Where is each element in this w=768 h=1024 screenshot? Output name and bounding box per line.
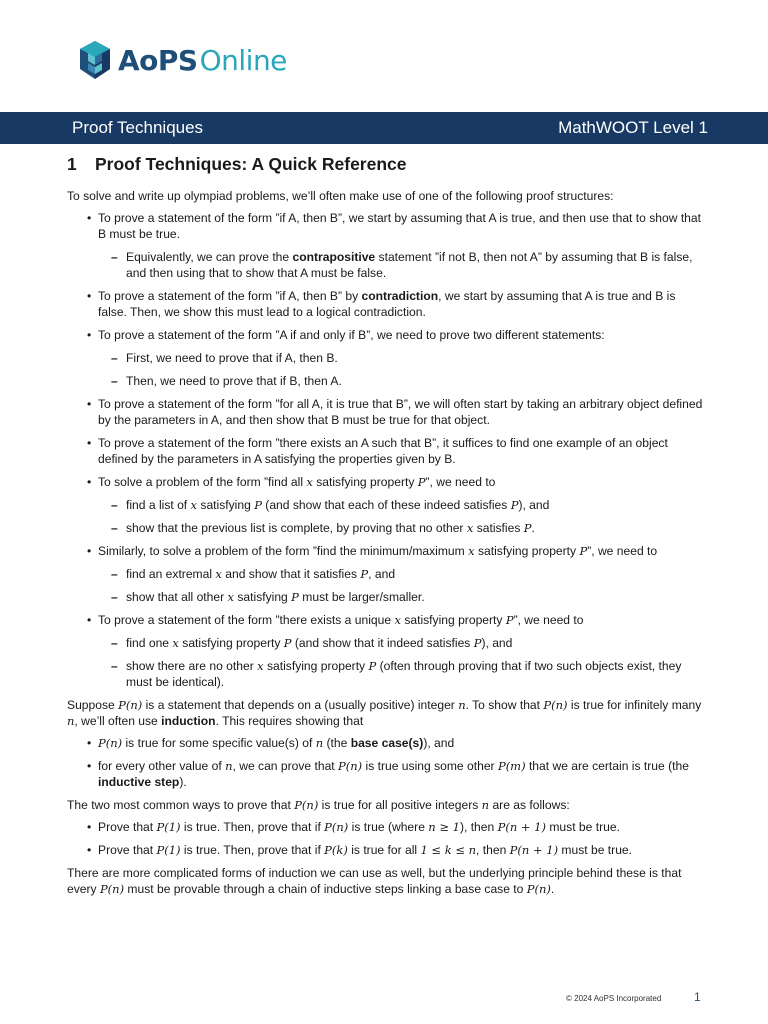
sub-list [98, 350, 707, 389]
list-item: • To prove a statement of the form ”if A, then B” by contradiction, we start by assuming that A is true and B is false. Then, we show this must lead to a logical contradiction. [87, 289, 676, 319]
section-title: Proof Techniques: A Quick Reference [95, 154, 407, 174]
math-var: x [306, 475, 313, 489]
cube-logo-icon [78, 39, 112, 81]
term-contradiction: contradiction [361, 289, 439, 303]
list-item: • To prove a statement of the form ”for all A, it is true that B”, we will often start by taking an arbitrary object defined by the parameters in A, and then show that B must be true for that object. [87, 397, 703, 427]
proof-structures-list [67, 210, 707, 690]
sub-list-item: – Equivalently, we can prove the contrapositive statement ”if not B, then not A” by assuming that B is false, and then using that to show that A must be false. [111, 250, 693, 280]
sub-list-item: – show there are no other x satisfying property P (often through proving that if two such objects exist, they must be identical). [111, 659, 682, 689]
list-item: • Prove that P(1) is true. Then, prove that if P(k) is true for all 1 ≤ k ≤ n, then P(n + 1) must be true. [87, 843, 633, 857]
page-number: 1 [694, 990, 701, 1004]
term-base-case: base case(s) [350, 736, 424, 750]
sub-list-item: – show that the previous list is complete, by proving that no other x satisfies P. [111, 521, 535, 535]
list-item: • P(n) is true for some specific value(s) of n (the base case(s)), and [87, 736, 455, 750]
sub-list-item: – find a list of x satisfying P (and show that each of these indeed satisfies P), and [111, 498, 550, 512]
intro-paragraph: To solve and write up olympiad problems, we’ll often make use of one of the following proof structures: [67, 189, 614, 203]
course-name: MathWOOT Level 1 [558, 118, 708, 137]
list-item: • To prove a statement of the form ”there exists an A such that B”, it suffices to find one example of an object defined by the parameters in A satisfying the properties given by B. [87, 436, 668, 466]
sub-list-item: – find an extremal x and show that it satisfies P, and [111, 567, 396, 581]
math-var: P [417, 475, 426, 489]
sub-list [98, 566, 707, 605]
section-heading [67, 153, 707, 175]
induction-requirements-list [67, 735, 707, 790]
closing-paragraph: There are more complicated forms of induction we can use as well, but the underlying principle behind these is that every P(n) must be provable through a chain of inductive steps linking a base case to P(n). [67, 866, 682, 896]
list-item: • for every other value of n, we can prove that P(n) is true using some other P(m) that we are certain is true (the inductive step). [87, 759, 689, 789]
common-ways-paragraph: The two most common ways to prove that P(n) is true for all positive integers n are as follows: [67, 798, 570, 812]
logo-brand: AoPS [118, 43, 198, 77]
induction-paragraph: Suppose P(n) is a statement that depends on a (usually positive) integer n. To show that P(n) is true for infinitely many n, we’ll often use induction. This requires showing that [67, 698, 702, 728]
list-item: • To prove a statement of the form ”if A, then B”, we start by assuming that A is true, and then use that to show that B must be true. – Equivalently, we can prove the contrapositive statement ”if not B, then not A” by assuming that B is false, and then using that to show that A must be false. [67, 210, 707, 281]
sub-list-item: – Then, we need to prove that if B, then A. [111, 374, 342, 388]
list-item: • Similarly, to solve a problem of the form ”find the minimum/maximum x satisfying property P”, we need to – find an extremal x and show that it satisfies P, and – show that all other x satisfying P must be larger/smaller. [67, 543, 707, 605]
aops-online-logo [78, 38, 287, 82]
sub-list-item: – find one x satisfying property P (and show that it indeed satisfies P), and [111, 636, 513, 650]
document-body [67, 150, 707, 903]
list-item: • To solve a problem of the form ”find all x satisfying property P”, we need to – find a list of x satisfying P (and show that each of these indeed satisfies P), and – show that the previous list is complete, by proving that no other x satisfies P. [67, 474, 707, 536]
copyright-notice: © 2024 AoPS Incorporated [566, 994, 662, 1003]
course-banner [0, 112, 768, 144]
logo-wordmark [118, 44, 287, 77]
list-item: • To prove a statement of the form ”there exists a unique x satisfying property P”, we need to – find one x satisfying property P (and show that it indeed satisfies P), and – show there are no other x satisfying property P (often through proving that if two such objects exist, they must be identical). [67, 612, 707, 690]
course-topic: Proof Techniques [72, 118, 204, 137]
sub-list-item: – show that all other x satisfying P must be larger/smaller. [111, 590, 425, 604]
sub-list [98, 635, 707, 690]
sub-list [98, 497, 707, 536]
section-number: 1 [67, 154, 77, 174]
term-contrapositive: contrapositive [292, 250, 376, 264]
induction-forms-list [67, 819, 707, 858]
list-item: • Prove that P(1) is true. Then, prove that if P(n) is true (where n ≥ 1), then P(n + 1) must be true. [87, 820, 620, 834]
term-inductive-step: inductive step [98, 775, 180, 789]
sub-list [98, 249, 707, 281]
term-induction: induction [161, 714, 216, 728]
sub-list-item: – First, we need to prove that if A, then B. [111, 351, 338, 365]
list-item: • To prove a statement of the form ”A if and only if B”, we need to prove two different statements: – First, we need to prove that if A, then B. – Then, we need to prove that if B, then A. [67, 327, 707, 389]
logo-product: Online [199, 43, 287, 77]
